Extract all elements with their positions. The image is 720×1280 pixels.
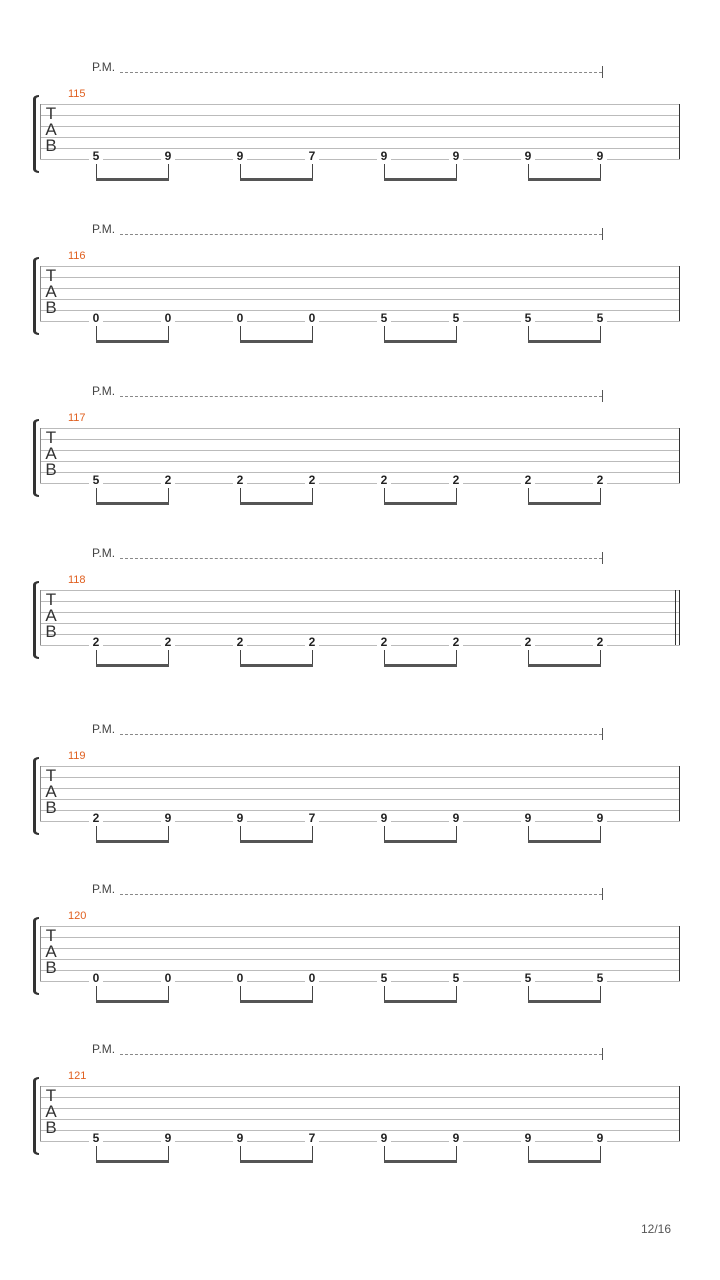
tab-clef [43,768,59,816]
tab-clef-letter: A [45,606,57,625]
staff-line [40,428,680,429]
note-beam [96,340,169,343]
start-barline [40,590,41,645]
palm-mute-line [120,234,602,235]
fret-number: 9 [233,1132,247,1145]
tab-clef-letter: B [45,798,57,817]
measure-number: 115 [68,88,86,100]
staff-line [40,483,680,484]
system-bracket [33,257,39,335]
tab-clef-letter: T [45,104,57,123]
start-barline [40,1086,41,1141]
fret-number: 9 [449,1132,463,1145]
fret-number: 0 [161,972,175,985]
double-barline [675,590,676,645]
palm-mute-end [602,728,603,740]
staff-line [40,623,680,624]
staff-line [40,970,680,971]
fret-number: 9 [161,1132,175,1145]
start-barline [40,266,41,321]
tab-clef-letter: B [45,136,57,155]
tab-system [0,546,720,649]
fret-number: 9 [593,812,607,825]
tab-clef-letter: A [45,282,57,301]
tab-clef-letter: A [45,1102,57,1121]
staff-line [40,159,680,160]
palm-mute-line [120,396,602,397]
tab-clef-letter: B [45,958,57,977]
staff-line [40,981,680,982]
note-beam [528,1160,601,1163]
note-beam [384,340,457,343]
fret-number: 2 [593,474,607,487]
staff-line [40,310,680,311]
note-beam [240,664,313,667]
note-beam [240,502,313,505]
staff-line [40,115,680,116]
staff-line [40,821,680,822]
staff-line [40,937,680,938]
system-bracket [33,581,39,659]
staff-line [40,1130,680,1131]
tab-clef-letter: T [45,428,57,447]
tab-clef-letter: A [45,782,57,801]
note-beam [96,840,169,843]
staff-line [40,472,680,473]
staff-line [40,1097,680,1098]
fret-number: 9 [161,150,175,163]
start-barline [40,104,41,159]
measure-number: 120 [68,910,87,922]
fret-number: 7 [305,812,319,825]
tab-clef [43,430,59,478]
end-barline [679,926,680,981]
fret-number: 2 [305,636,319,649]
staff-line [40,777,680,778]
tab-clef [43,106,59,154]
start-barline [40,926,41,981]
tab-clef-letter: A [45,120,57,139]
fret-number: 9 [233,150,247,163]
tab-staff [40,266,680,321]
tab-clef-letter: B [45,460,57,479]
staff-line [40,601,680,602]
staff-line [40,1119,680,1120]
tab-staff [40,104,680,159]
palm-mute-end [602,1048,603,1060]
measure-number: 119 [68,750,86,762]
end-barline [679,590,680,645]
note-beam [384,664,457,667]
tab-system [0,384,720,487]
fret-number: 5 [89,474,103,487]
palm-mute-line [120,1054,602,1055]
tab-clef-letter: T [45,1086,57,1105]
fret-number: 5 [377,312,391,325]
palm-mute-line [120,894,602,895]
note-beam [96,1160,169,1163]
fret-number: 2 [233,636,247,649]
staff-line [40,959,680,960]
staff-line [40,590,680,591]
fret-number: 5 [449,972,463,985]
fret-number: 9 [449,812,463,825]
fret-number: 9 [593,1132,607,1145]
staff-line [40,439,680,440]
system-bracket [33,419,39,497]
note-beam [384,178,457,181]
fret-number: 9 [593,150,607,163]
tab-staff [40,926,680,981]
fret-number: 7 [305,150,319,163]
fret-number: 2 [89,812,103,825]
fret-number: 2 [449,636,463,649]
palm-mute-end [602,888,603,900]
palm-mute-end [602,66,603,78]
palm-mute-line [120,558,602,559]
note-beam [96,502,169,505]
fret-number: 0 [233,972,247,985]
fret-number: 9 [233,812,247,825]
palm-mute-label: P.M. [92,1042,116,1056]
tab-staff [40,590,680,645]
end-barline [679,266,680,321]
tab-clef-letter: B [45,298,57,317]
note-beam [384,1160,457,1163]
fret-number: 9 [521,812,535,825]
fret-number: 2 [161,636,175,649]
fret-number: 9 [377,150,391,163]
tab-clef-letter: B [45,1118,57,1137]
staff-line [40,766,680,767]
tab-system [0,222,720,325]
fret-number: 5 [593,972,607,985]
palm-mute-line [120,734,602,735]
measure-number: 121 [68,1070,87,1082]
staff-line [40,299,680,300]
staff-line [40,137,680,138]
staff-line [40,926,680,927]
fret-number: 7 [305,1132,319,1145]
tab-clef-letter: T [45,926,57,945]
note-beam [528,664,601,667]
tab-system [0,882,720,985]
tab-clef-letter: A [45,444,57,463]
palm-mute-label: P.M. [92,222,116,236]
staff-line [40,288,680,289]
staff-line [40,799,680,800]
fret-number: 0 [233,312,247,325]
fret-number: 0 [161,312,175,325]
fret-number: 2 [89,636,103,649]
tab-clef-letter: B [45,622,57,641]
fret-number: 2 [305,474,319,487]
staff-line [40,645,680,646]
palm-mute-label: P.M. [92,882,116,896]
staff-line [40,321,680,322]
palm-mute-label: P.M. [92,60,116,74]
end-barline [679,766,680,821]
end-barline [679,104,680,159]
tab-clef-letter: T [45,266,57,285]
fret-number: 2 [377,474,391,487]
fret-number: 2 [449,474,463,487]
fret-number: 5 [377,972,391,985]
tab-system [0,60,720,163]
system-bracket [33,95,39,173]
palm-mute-end [602,390,603,402]
start-barline [40,428,41,483]
note-beam [528,502,601,505]
note-beam [240,840,313,843]
note-beam [528,340,601,343]
fret-number: 2 [377,636,391,649]
staff-line [40,1108,680,1109]
tab-clef-letter: T [45,766,57,785]
fret-number: 2 [233,474,247,487]
fret-number: 5 [593,312,607,325]
staff-line [40,461,680,462]
staff-line [40,634,680,635]
end-barline [679,1086,680,1141]
staff-line [40,810,680,811]
fret-number: 5 [89,150,103,163]
start-barline [40,766,41,821]
fret-number: 0 [305,972,319,985]
fret-number: 0 [89,312,103,325]
note-beam [240,178,313,181]
tab-system [0,1042,720,1145]
fret-number: 5 [521,972,535,985]
note-beam [96,178,169,181]
note-beam [384,840,457,843]
note-beam [384,502,457,505]
fret-number: 0 [89,972,103,985]
tab-staff [40,766,680,821]
fret-number: 2 [161,474,175,487]
note-beam [384,1000,457,1003]
fret-number: 2 [593,636,607,649]
palm-mute-end [602,228,603,240]
staff-line [40,126,680,127]
tab-staff [40,1086,680,1141]
note-beam [240,340,313,343]
tab-system [0,722,720,825]
tab-clef [43,1088,59,1136]
palm-mute-label: P.M. [92,722,116,736]
measure-number: 118 [68,574,86,586]
end-barline [679,428,680,483]
tab-clef-letter: T [45,590,57,609]
fret-number: 9 [521,1132,535,1145]
note-beam [96,1000,169,1003]
fret-number: 2 [521,636,535,649]
staff-line [40,948,680,949]
note-beam [528,1000,601,1003]
system-bracket [33,1077,39,1155]
tab-clef [43,928,59,976]
palm-mute-line [120,72,602,73]
tab-staff [40,428,680,483]
palm-mute-end [602,552,603,564]
note-beam [240,1000,313,1003]
note-beam [528,178,601,181]
fret-number: 5 [449,312,463,325]
palm-mute-label: P.M. [92,384,116,398]
fret-number: 9 [161,812,175,825]
staff-line [40,148,680,149]
palm-mute-label: P.M. [92,546,116,560]
fret-number: 2 [521,474,535,487]
staff-line [40,450,680,451]
staff-line [40,1141,680,1142]
fret-number: 9 [521,150,535,163]
staff-line [40,612,680,613]
note-beam [528,840,601,843]
fret-number: 9 [377,1132,391,1145]
tab-clef [43,592,59,640]
staff-line [40,104,680,105]
staff-line [40,266,680,267]
page-number: 12/16 [641,1222,672,1236]
system-bracket [33,917,39,995]
note-beam [96,664,169,667]
tab-clef [43,268,59,316]
system-bracket [33,757,39,835]
tab-clef-letter: A [45,942,57,961]
note-beam [240,1160,313,1163]
staff-line [40,277,680,278]
fret-number: 5 [89,1132,103,1145]
fret-number: 9 [377,812,391,825]
measure-number: 117 [68,412,86,424]
staff-line [40,1086,680,1087]
fret-number: 9 [449,150,463,163]
fret-number: 0 [305,312,319,325]
staff-line [40,788,680,789]
measure-number: 116 [68,250,86,262]
fret-number: 5 [521,312,535,325]
